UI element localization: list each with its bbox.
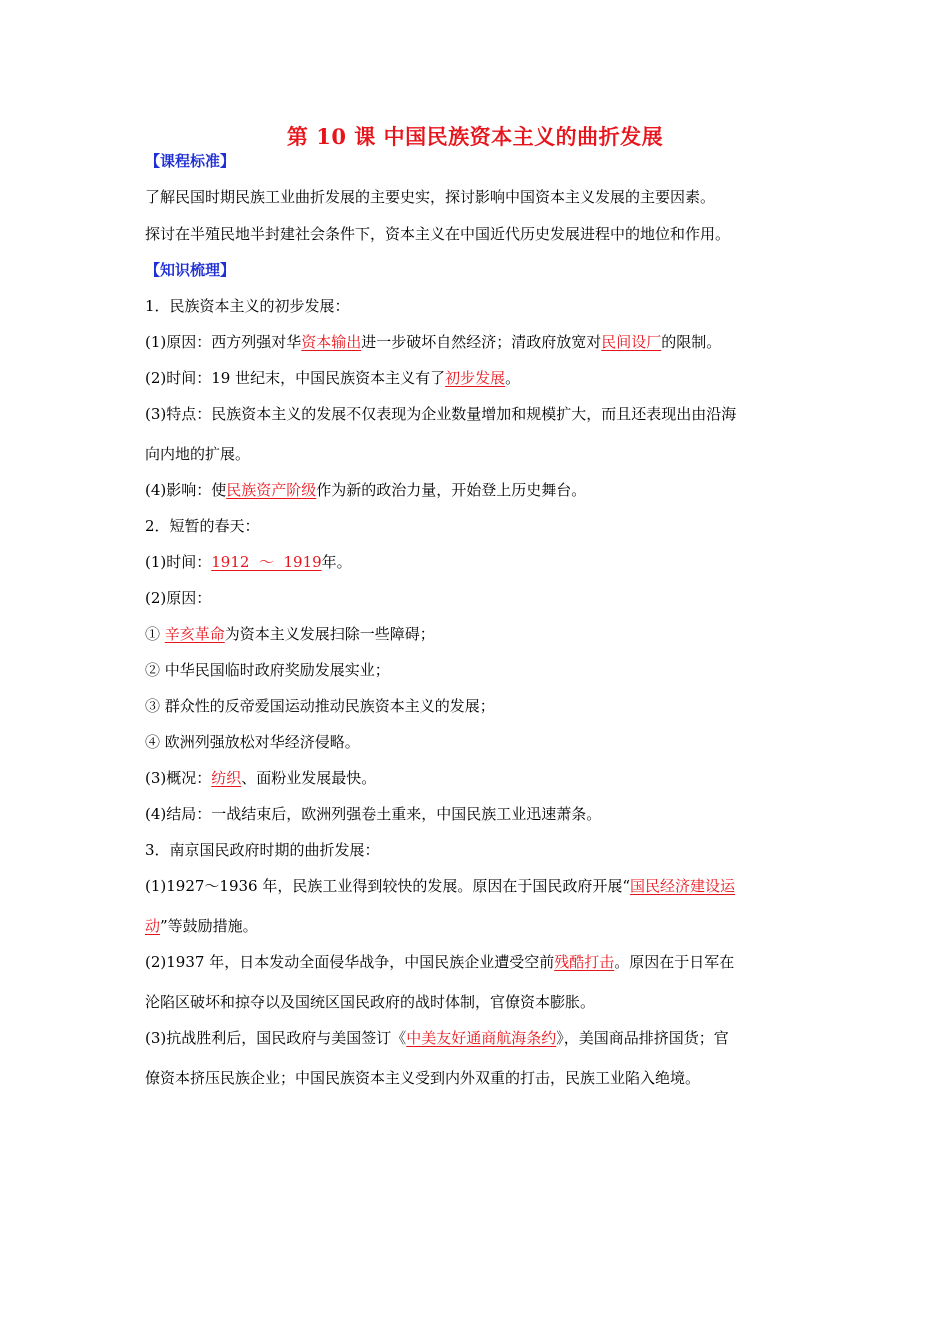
- answer-blank: 中美友好通商航海条约: [406, 1029, 557, 1047]
- point-1-impact: [145, 479, 815, 501]
- answer-blank: 民间设厂: [601, 333, 662, 351]
- text: 年。: [321, 553, 352, 571]
- point-1-heading: 1．民族资本主义的初步发展：: [145, 297, 350, 315]
- point-3-period-2: [145, 951, 815, 973]
- point-2-outcome: (4)结局：一战结束后，欧洲列强卷土重来，中国民族工业迅速萧条。: [145, 805, 602, 823]
- section-heading-knowledge: 【知识梳理】: [145, 261, 236, 279]
- point-2-reason-1: [145, 623, 815, 645]
- text: 、面粉业发展最快。: [241, 769, 377, 787]
- text: (4)影响：使: [145, 481, 227, 499]
- point-2-reason-4: ④ 欧洲列强放松对华经济侵略。: [145, 733, 360, 751]
- point-3-period-3-cont: 僚资本挤压民族企业；中国民族资本主义受到内外双重的打击，民族工业陷入绝境。: [145, 1069, 701, 1087]
- point-3-heading: 3．南京国民政府时期的曲折发展：: [145, 841, 380, 859]
- text: 的限制。: [661, 333, 722, 351]
- point-2-cause: (2)原因：: [145, 589, 212, 607]
- point-2-heading: 2．短暂的春天：: [145, 517, 260, 535]
- point-2-overview: [145, 767, 815, 789]
- standard-line-2: 探讨在半殖民地半封建社会条件下，资本主义在中国近代历史发展进程中的地位和作用。: [145, 225, 731, 243]
- text: (3)抗战胜利后，国民政府与美国签订《: [145, 1029, 407, 1047]
- point-2-time: [145, 551, 815, 573]
- point-2-reason-2: ② 中华民国临时政府奖励发展实业；: [145, 661, 390, 679]
- answer-blank: 动: [145, 917, 161, 935]
- standard-line-1: 了解民国时期民族工业曲折发展的主要史实，探讨影响中国资本主义发展的主要因素。: [145, 188, 716, 206]
- text: 作为新的政治力量，开始登上历史舞台。: [316, 481, 587, 499]
- text: ①: [145, 625, 165, 643]
- point-1-feature-cont: 向内地的扩展。: [145, 445, 251, 463]
- text: 。原因在于日军在: [614, 953, 735, 971]
- text: ”等鼓励措施。: [160, 917, 258, 935]
- answer-blank: 初步发展: [445, 369, 506, 387]
- text: 为资本主义发展扫除一些障碍；: [224, 625, 435, 643]
- answer-blank: 1912 ～ 1919: [211, 553, 322, 571]
- text: 。: [505, 369, 521, 387]
- point-3-period-1-cont: [145, 915, 815, 937]
- text: 进一步破坏自然经济；清政府放宽对: [361, 333, 602, 351]
- text: (2)1937 年，日本发动全面侵华战争，中国民族企业遭受空前: [145, 953, 555, 971]
- text: (1)1927～1936 年，民族工业得到较快的发展。原因在于国民政府开展“: [145, 877, 631, 895]
- answer-blank: 辛亥革命: [164, 625, 225, 643]
- answer-blank: 纺织: [211, 769, 242, 787]
- point-1-time: [145, 367, 815, 389]
- text: 》，美国商品排挤国货；官: [556, 1029, 729, 1047]
- answer-blank: 国民经济建设运: [630, 877, 736, 895]
- page-title: 第 10 课 中国民族资本主义的曲折发展: [286, 124, 664, 149]
- point-3-period-1: [145, 875, 815, 897]
- answer-blank: 残酷打击: [554, 953, 615, 971]
- point-3-period-2-cont: 沦陷区破坏和掠夺以及国统区国民政府的战时体制，官僚资本膨胀。: [145, 993, 596, 1011]
- point-1-cause: [145, 331, 815, 353]
- answer-blank: 民族资产阶级: [226, 481, 317, 499]
- section-heading-standard: 【课程标准】: [145, 152, 236, 170]
- text: (3)概况：: [145, 769, 212, 787]
- point-3-period-3: [145, 1027, 815, 1049]
- text: (2)时间：19 世纪末，中国民族资本主义有了: [145, 369, 446, 387]
- text: (1)时间：: [145, 553, 212, 571]
- point-1-feature: (3)特点：民族资本主义的发展不仅表现为企业数量增加和规模扩大，而且还表现出由沿海: [145, 405, 737, 423]
- point-2-reason-3: ③ 群众性的反帝爱国运动推动民族资本主义的发展；: [145, 697, 495, 715]
- answer-blank: 资本输出: [301, 333, 362, 351]
- text: (1)原因：西方列强对华: [145, 333, 302, 351]
